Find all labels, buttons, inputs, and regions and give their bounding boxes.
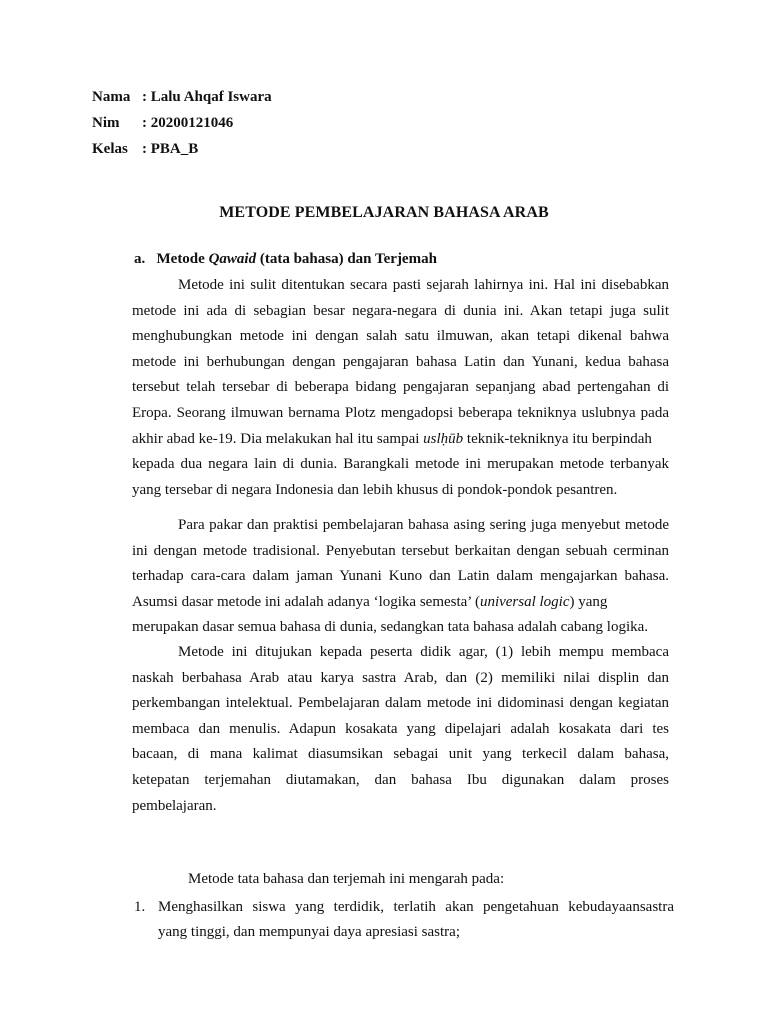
paragraph-line: ini dengan metode tradisional. Penyebutan tersebut berkaitan dengan sebuah cerminan: [132, 542, 669, 559]
list-item-line: Menghasilkan siswa yang terdidik, terlatih akan pengetahuan kebudayaansastra: [158, 899, 674, 915]
paragraph-line: kepada dua negara lain di dunia. Barangkali metode ini merupakan metode terbanyak: [132, 456, 669, 473]
paragraph-line: Metode ini ditujukan kepada peserta didik agar, (1) lebih mempu membaca: [178, 644, 669, 660]
class-value: : PBA_B: [142, 141, 199, 157]
paragraph-line: yang tersebar di negara Indonesia dan lebih khusus di pondok-pondok pesantren.: [132, 481, 618, 498]
list-item-line: yang tinggi, dan mempunyai daya apresiasi sastra;: [158, 924, 460, 940]
section-a-title-pre: Metode: [156, 251, 209, 267]
paragraph-line: Metode ini sulit ditentukan secara pasti sejarah lahirnya ini. Hal ini disebabkan: [178, 277, 669, 293]
paragraph-line: bacaan, di mana kalimat diasumsikan sebagai unit yang terkecil dalam bahasa,: [132, 746, 669, 763]
paragraph-line: tersebut telah tersebar di beberapa bidang pengajaran sepanjang abad pertengahan di: [132, 379, 669, 396]
paragraph-line: ketepatan terjemahan diutamakan, dan bahasa Ibu digunakan dalam proses: [132, 771, 669, 788]
paragraph-line: [132, 427, 669, 453]
paragraph-1: [132, 273, 669, 503]
list-item: [134, 895, 674, 945]
name-label: Nama: [92, 89, 131, 105]
paragraph-segment: akhir abad ke-19. Dia melakukan hal itu sampai: [132, 430, 420, 447]
paragraph-line: merupakan dasar semua bahasa di dunia, sedangkan tata bahasa adalah cabang logika.: [132, 619, 649, 636]
paragraph-line: terhadap cara-cara dalam jaman Yunani Kuno dan Latin dalam mengajarkan bahasa.: [132, 568, 669, 585]
section-a-title-post: (tata bahasa) dan Terjemah: [256, 251, 437, 267]
class-label: Kelas: [92, 141, 128, 157]
paragraph-3: [132, 640, 669, 819]
paragraph-line: pembelajaran.: [132, 797, 217, 814]
section-a-title-italic: Qawaid: [208, 251, 257, 267]
list-item-number: 1.: [134, 899, 146, 915]
paragraph-line: membaca dan menulis. Adapun kosakata yang dipelajari adalah kosakata dari tes: [132, 720, 669, 737]
paragraph-line: metode ini ada di sebagian besar negara-negara di dunia ini. Akan tetapi juga sulit: [132, 302, 669, 319]
section-a-marker: a.: [134, 251, 146, 267]
paragraph-segment: ) yang: [569, 593, 608, 610]
name-value: : Lalu Ahqaf Iswara: [142, 89, 272, 105]
paragraph-line: Eropa. Seorang ilmuwan bernama Plotz mengadopsi beberapa tekniknya uslubnya pada: [132, 404, 669, 421]
student-id-row: [92, 114, 233, 132]
paragraph-segment: Asumsi dasar metode ini adalah adanya ‘logika semesta’ (: [132, 593, 480, 610]
italic-term: uslḥūb: [423, 430, 464, 447]
paragraph-segment: teknik-tekniknya itu berpindah: [466, 430, 652, 447]
document-title: METODE PEMBELAJARAN BAHASA ARAB: [219, 204, 549, 221]
section-a-heading: [134, 251, 437, 268]
italic-term: universal logic: [479, 593, 570, 610]
nim-label: Nim: [92, 115, 120, 131]
paragraph-line: Para pakar dan praktisi pembelajaran bahasa asing sering juga menyebut metode: [178, 517, 669, 533]
paragraph-line: menghubungkan metode ini dengan salah satu ilmuwan, akan tetapi dikenal bahwa: [132, 328, 669, 345]
class-row: [92, 140, 198, 158]
list-intro: Metode tata bahasa dan terjemah ini mengarah pada:: [188, 871, 505, 887]
paragraph-line: metode ini berhubungan dengan pengajaran bahasa Latin dan Yunani, kedua bahasa: [132, 353, 669, 370]
paragraph-line: [132, 590, 669, 616]
paragraph-line: perkembangan intelektual. Pembelajaran dalam metode ini didominasi dengan kegiatan: [132, 695, 669, 712]
paragraph-line: naskah berbahasa Arab atau karya sastra Arab, dan (2) memiliki nilai displin dan: [132, 669, 669, 686]
paragraph-2: [132, 513, 669, 641]
student-name-row: [92, 88, 272, 106]
nim-value: : 20200121046: [142, 115, 234, 131]
